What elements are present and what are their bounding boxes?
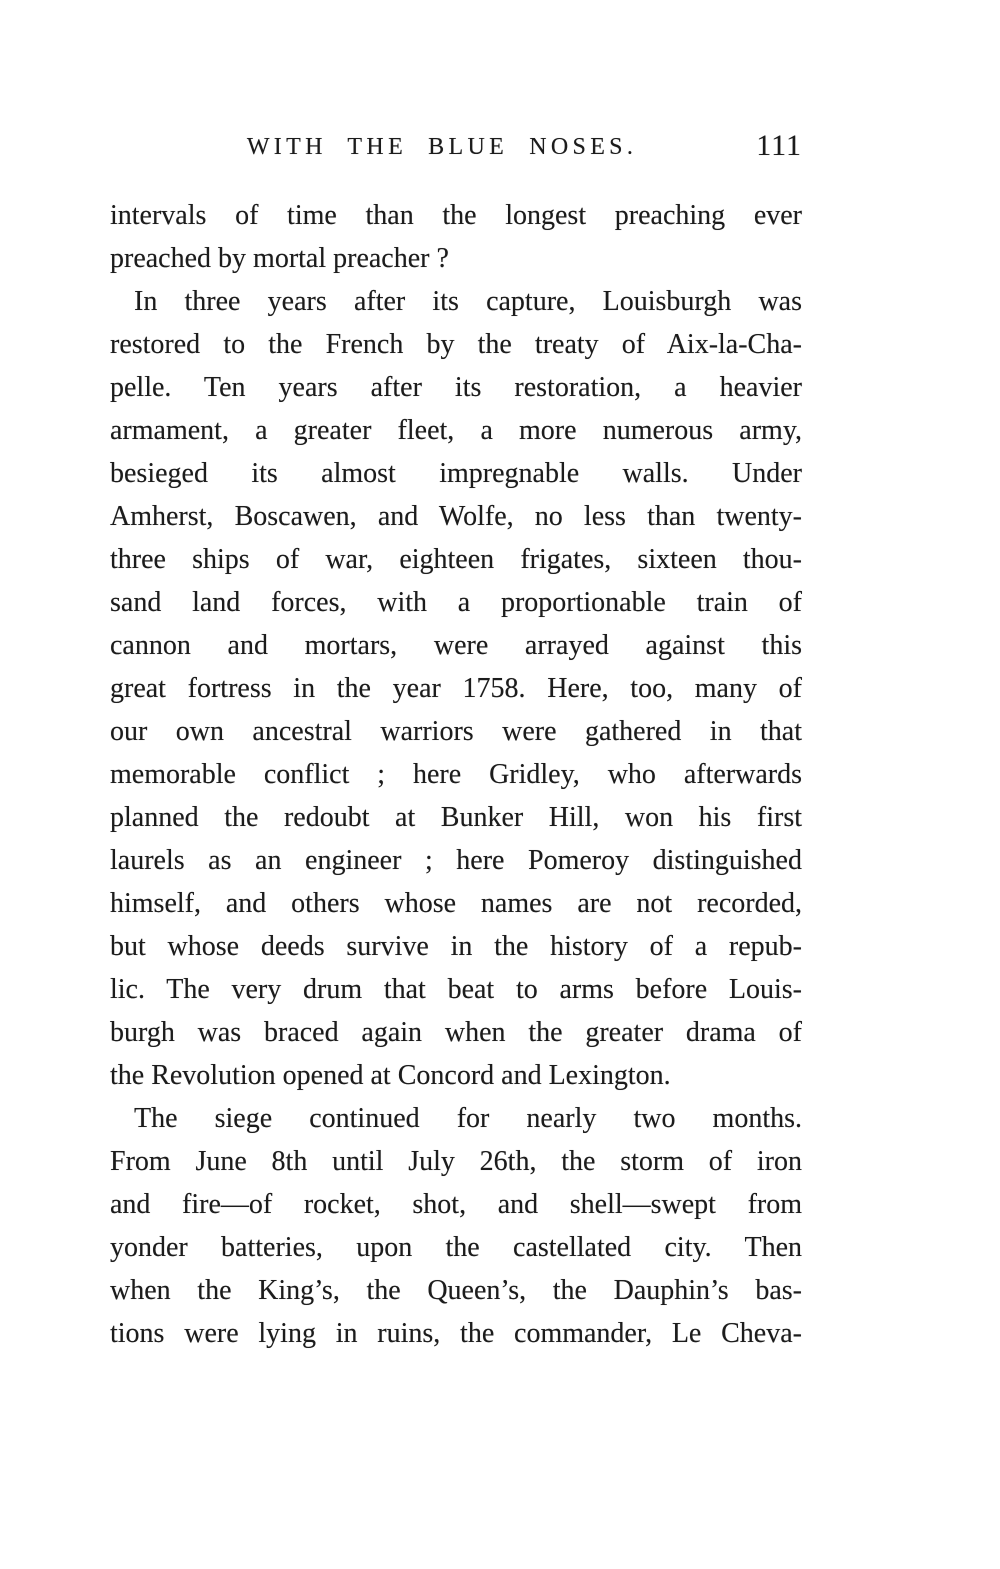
running-head: [110, 129, 802, 166]
text-line: yonder batteries, upon the castellated city. Then: [110, 1232, 802, 1263]
text-line: laurels as an engineer ; here Pomeroy distinguished: [110, 845, 802, 876]
text-line: burgh was braced again when the greater drama of: [110, 1017, 802, 1048]
text-line: when the King’s, the Queen’s, the Dauphin’s bas-: [110, 1275, 802, 1306]
text-block: [110, 194, 802, 1355]
text-line: pelle. Ten years after its restoration, a heavier: [110, 372, 802, 403]
text-line: himself, and others whose names are not recorded,: [110, 888, 802, 919]
text-line: restored to the French by the treaty of Aix-la-Cha-: [110, 329, 802, 360]
text-line: armament, a greater fleet, a more numerous army,: [110, 415, 802, 446]
text-line: the Revolution opened at Concord and Lexington.: [110, 1060, 671, 1091]
text-line: Amherst, Boscawen, and Wolfe, no less than twenty-: [110, 501, 802, 532]
page-number: 111: [756, 129, 802, 162]
text-line: cannon and mortars, were arrayed against this: [110, 630, 802, 661]
text-line: planned the redoubt at Bunker Hill, won his first: [110, 802, 802, 833]
text-line: intervals of time than the longest preaching ever: [110, 200, 802, 231]
text-line: tions were lying in ruins, the commander, Le Cheva-: [110, 1318, 802, 1349]
text-line: but whose deeds survive in the history of a repub-: [110, 931, 802, 962]
text-line: From June 8th until July 26th, the storm of iron: [110, 1146, 802, 1177]
text-line: The siege continued for nearly two months.: [134, 1103, 802, 1134]
text-line: our own ancestral warriors were gathered in that: [110, 716, 802, 747]
text-line: In three years after its capture, Louisburgh was: [134, 286, 802, 317]
text-line: besieged its almost impregnable walls. Under: [110, 458, 802, 489]
text-line: memorable conflict ; here Gridley, who afterwards: [110, 759, 802, 790]
text-line: great fortress in the year 1758. Here, too, many of: [110, 673, 802, 704]
text-line: sand land forces, with a proportionable train of: [110, 587, 802, 618]
text-line: preached by mortal preacher ?: [110, 243, 449, 274]
running-title: WITH THE BLUE NOSES.: [246, 134, 638, 160]
text-line: three ships of war, eighteen frigates, sixteen thou-: [110, 544, 802, 575]
text-line: lic. The very drum that beat to arms before Louis-: [110, 974, 802, 1005]
text-line: and fire—of rocket, shot, and shell—swept from: [110, 1189, 802, 1220]
